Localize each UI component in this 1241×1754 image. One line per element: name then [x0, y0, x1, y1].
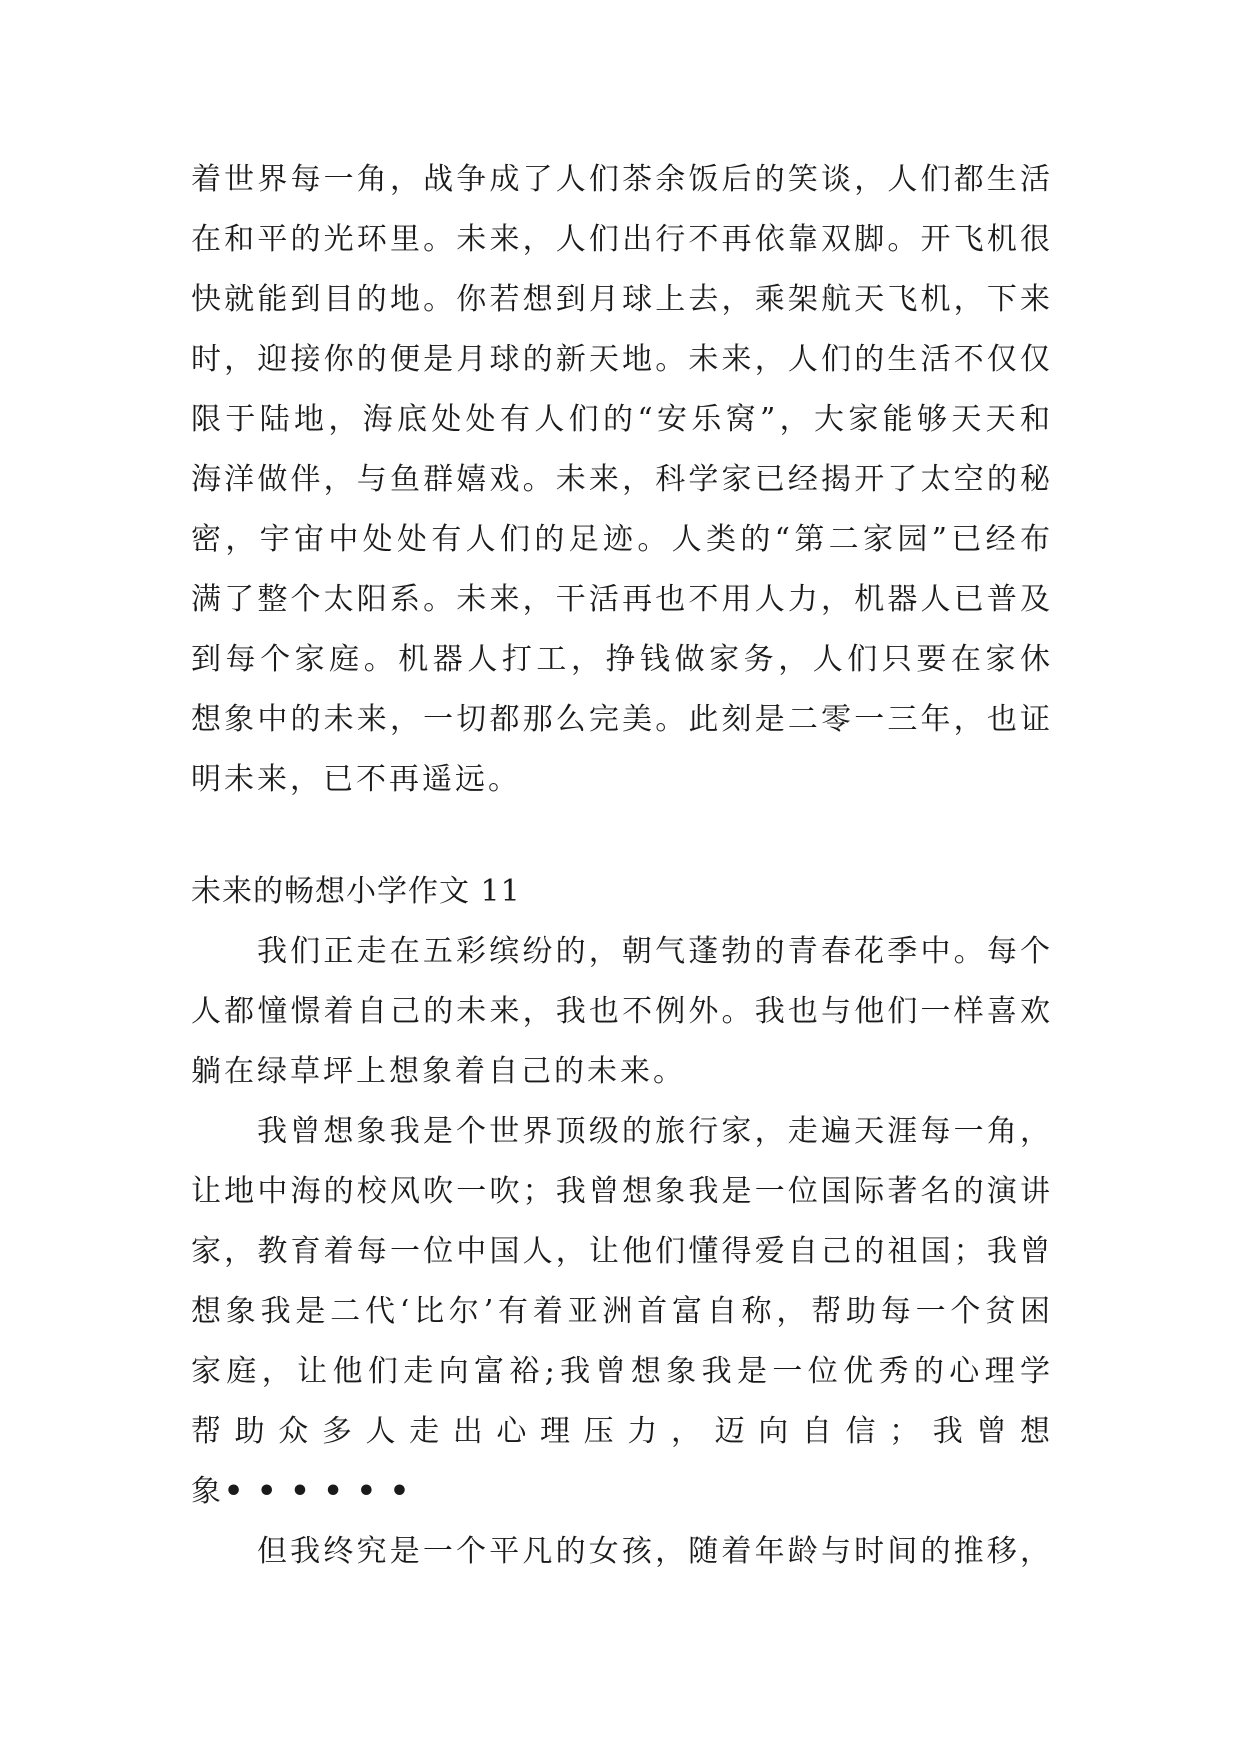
- text-fragment: 象: [191, 1474, 224, 1509]
- text-line: 想象中的未来，一切都那么完美。此刻是二零一三年，也证: [191, 702, 1053, 737]
- text-line: 我们正走在五彩缤纷的，朝气蓬勃的青春花季中。每个: [257, 934, 1053, 969]
- text-line: 我曾想象我是个世界顶级的旅行家，走遍天涯每一角，: [257, 1114, 1053, 1149]
- paragraph-3: [191, 1522, 1053, 1582]
- text-line: 快就能到目的地。你若想到月球上去，乘架航天飞机，下来: [191, 282, 1053, 317]
- paragraph-2: [191, 1102, 1053, 1522]
- text-line: 想象我是二代‘比尔’有着亚洲首富自称，帮助每一个贫困: [191, 1294, 1053, 1329]
- text-line: 满了整个太阳系。未来，干活再也不用人力，机器人已普及: [191, 582, 1053, 617]
- text-line: 密，宇宙中处处有人们的足迹。人类的“第二家园”已经布: [191, 522, 1053, 557]
- text-line: 家，教育着每一位中国人，让他们懂得爱自己的祖国；我曾: [191, 1234, 1053, 1269]
- text-line: 躺在绿草坪上想象着自己的未来。: [191, 1054, 686, 1089]
- text-line: 帮助众多人走出心理压力，迈向自信；我曾想: [191, 1414, 1053, 1449]
- text-line: 让地中海的校风吹一吹；我曾想象我是一位国际著名的演讲: [191, 1174, 1053, 1209]
- continued-paragraph: [191, 150, 1053, 810]
- text-line: 限于陆地，海底处处有人们的“安乐窝”，大家能够天天和: [191, 402, 1053, 437]
- text-line: 明未来，已不再遥远。: [191, 762, 521, 797]
- text-line: 海洋做伴，与鱼群嬉戏。未来，科学家已经揭开了太空的秘: [191, 462, 1053, 497]
- ellipsis-dots: ••••••: [224, 1474, 424, 1509]
- essay-heading: 未来的畅想小学作文 11: [191, 874, 521, 909]
- text-line: 时，迎接你的便是月球的新天地。未来，人们的生活不仅仅: [191, 342, 1053, 377]
- text-line: [191, 1462, 1053, 1522]
- text-line: 人都憧憬着自己的未来，我也不例外。我也与他们一样喜欢: [191, 994, 1053, 1029]
- text-line: 但我终究是一个平凡的女孩，随着年龄与时间的推移，: [257, 1534, 1053, 1569]
- text-line: 在和平的光环里。未来，人们出行不再依靠双脚。开飞机很: [191, 222, 1053, 257]
- text-line: 到每个家庭。机器人打工，挣钱做家务，人们只要在家休: [191, 642, 1053, 677]
- paragraph-1: [191, 922, 1053, 1102]
- text-line: 家庭，让他们走向富裕;我曾想象我是一位优秀的心理学: [191, 1354, 1053, 1389]
- text-line: 着世界每一角，战争成了人们茶余饭后的笑谈，人们都生活: [191, 162, 1053, 197]
